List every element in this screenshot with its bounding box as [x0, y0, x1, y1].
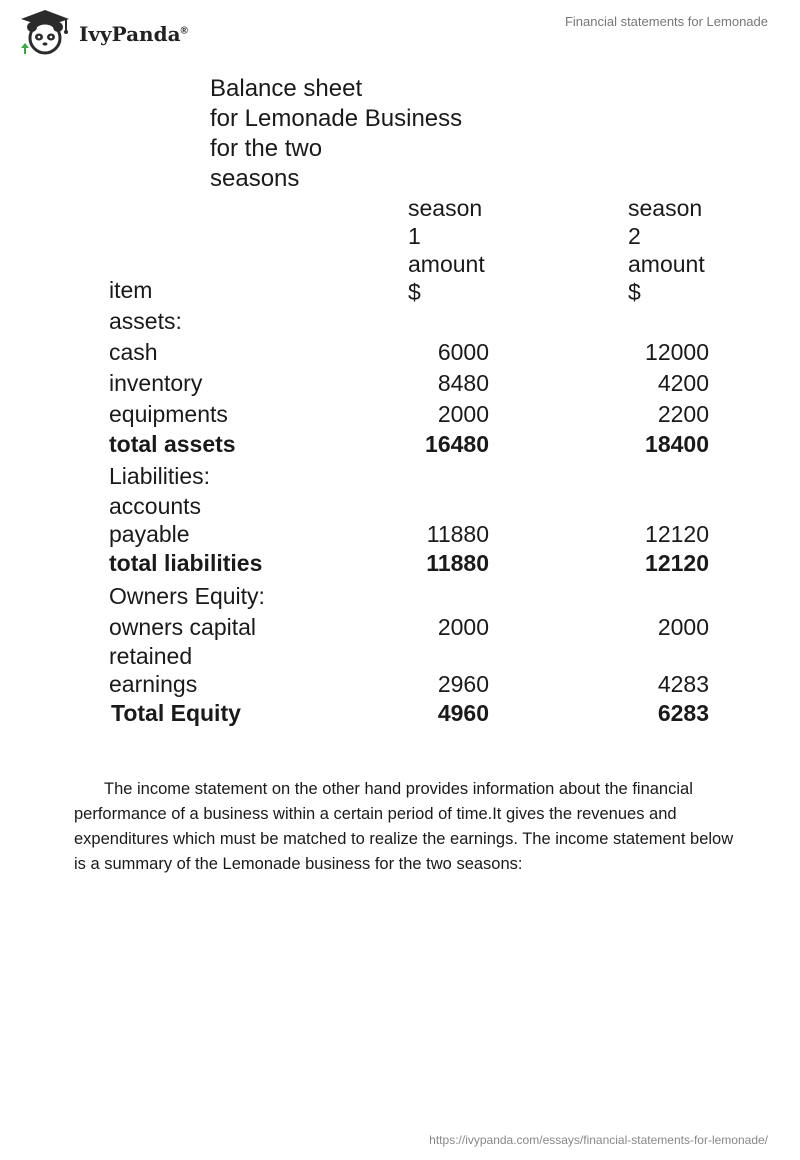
source-url-link[interactable]: https://ivypanda.com/essays/financial-statements-for-lemonade/	[429, 1133, 768, 1147]
season-1-column-header: season 1 amount $	[408, 195, 485, 305]
panda-logo-icon	[15, 8, 75, 56]
page-header	[0, 0, 800, 60]
document-title: Financial statements for Lemonade	[564, 14, 768, 29]
body-paragraph: The income statement on the other hand provides information about the financial performance of a business within a certain period of time.It gives the revenues and expenditures which must be matched to realize the earnings. The income statement below is a summary of the Lemonade business for the two seasons:	[74, 779, 734, 873]
season-2-column-header: season 2 amount $	[628, 195, 705, 305]
brand-name: IvyPanda®	[79, 22, 188, 46]
ivypanda-logo[interactable]	[15, 8, 188, 56]
balance-sheet-title: Balance sheet for Lemonade Business for the two seasons	[210, 75, 463, 192]
